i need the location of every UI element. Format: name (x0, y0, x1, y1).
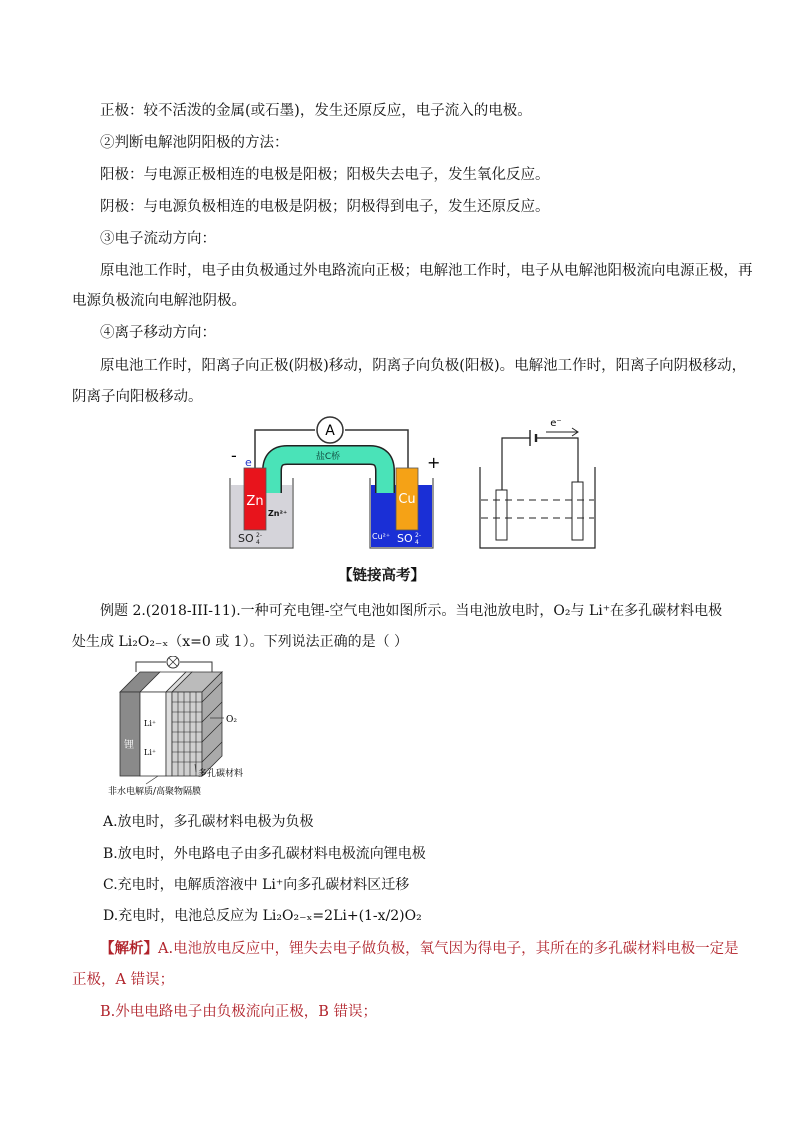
option-b: B.放电时，外电路电子由多孔碳材料电极流向锂电极 (103, 846, 426, 862)
text-line: ②判断电解池阴阳极的方法： (100, 135, 289, 151)
analysis-text: A.电池放电反应中，锂失去电子做负极，氧气因为得电子，其所在的多孔碳材料电极一定是 (158, 941, 739, 957)
electrolyte (140, 692, 166, 776)
electron-label: e⁻ (550, 418, 562, 429)
membrane-label: 非水电解质/高聚物隔膜 (108, 787, 202, 797)
plus-sign: + (427, 453, 441, 472)
ammeter-label: A (325, 423, 335, 439)
carbon-label: 多孔碳材料 (198, 769, 244, 779)
analysis-line (100, 939, 739, 959)
svg-text:4: 4 (256, 539, 260, 546)
salt-bridge-label: 盐C桥 (315, 452, 341, 462)
svg-text:2-: 2- (415, 532, 421, 539)
text-line: 原电池工作时，电子由负极通过外电路流向正极；电解池工作时，电子从电解池阳极流向电源正极，再 (100, 263, 753, 279)
li-ion-label: Li⁺ (144, 748, 157, 757)
section-title: 【链接高考】 (338, 567, 425, 584)
zn-ion-label: Zn²⁺ (268, 509, 288, 518)
example-line: 处生成 Li₂O₂₋ₓ（x=0 或 1）。下列说法正确的是（ ） (72, 634, 409, 650)
option-c: C.充电时，电解质溶液中 Li⁺向多孔碳材料区迁移 (103, 877, 410, 893)
text-line: 阴极：与电源负极相连的电极是阴极；阴极得到电子，发生还原反应。 (100, 199, 550, 215)
so4-left-label: SO (238, 532, 254, 545)
zn-label: Zn (246, 494, 264, 509)
option-a: A.放电时，多孔碳材料电极为负极 (103, 814, 314, 830)
o2-label: O₂ (226, 715, 237, 725)
svg-text:4: 4 (415, 539, 419, 546)
option-d: D.充电时，电池总反应为 Li₂O₂₋ₓ=2Li+(1-x/2)O₂ (103, 908, 422, 924)
text-line: 电源负极流向电解池阴极。 (72, 293, 246, 309)
li-ion-label: Li⁺ (144, 719, 157, 728)
text-line: 阳极：与电源正极相连的电极是阳极；阳极失去电子，发生氧化反应。 (100, 167, 550, 183)
minus-sign: - (231, 446, 237, 465)
svg-text:2-: 2- (256, 532, 262, 539)
text-line: 原电池工作时，阳离子向正极(阴极)移动，阴离子向负极(阳极)。电解池工作时，阳离子向阴极移动， (100, 358, 747, 374)
electron-label: e (245, 456, 252, 469)
text-line: 正极：较不活泼的金属(或石墨)，发生还原反应，电子流入的电极。 (100, 103, 532, 119)
membrane (166, 692, 172, 776)
example-line: 例题 2.(2018-III-11).一种可充电锂-空气电池如图所示。当电池放电时，O₂与 Li⁺在多孔碳材料电极 (100, 603, 723, 619)
analysis-line: B.外电电路电子由负极流向正极，B 错误； (100, 1004, 378, 1020)
cu-label: Cu (398, 492, 416, 507)
analysis-tag: 【解析】 (100, 940, 158, 957)
left-electrode (496, 490, 507, 540)
lithium-label: 锂 (124, 740, 134, 751)
electrolysis-cell-figure (470, 412, 605, 554)
text-line: ④离子移动方向： (100, 325, 216, 341)
galvanic-cell-figure (225, 413, 450, 555)
text-line: ③电子流动方向： (100, 231, 216, 247)
text-line: 阴离子向阳极移动。 (72, 389, 203, 405)
so4-right-label: SO (397, 532, 413, 545)
porous-carbon-electrode (172, 692, 202, 776)
right-electrode (572, 482, 583, 540)
lithium-air-battery-figure (100, 656, 300, 802)
lithium-electrode (120, 692, 140, 776)
cu-ion-label: Cu²⁺ (372, 532, 391, 541)
analysis-line: 正极，A 错误； (72, 972, 175, 988)
